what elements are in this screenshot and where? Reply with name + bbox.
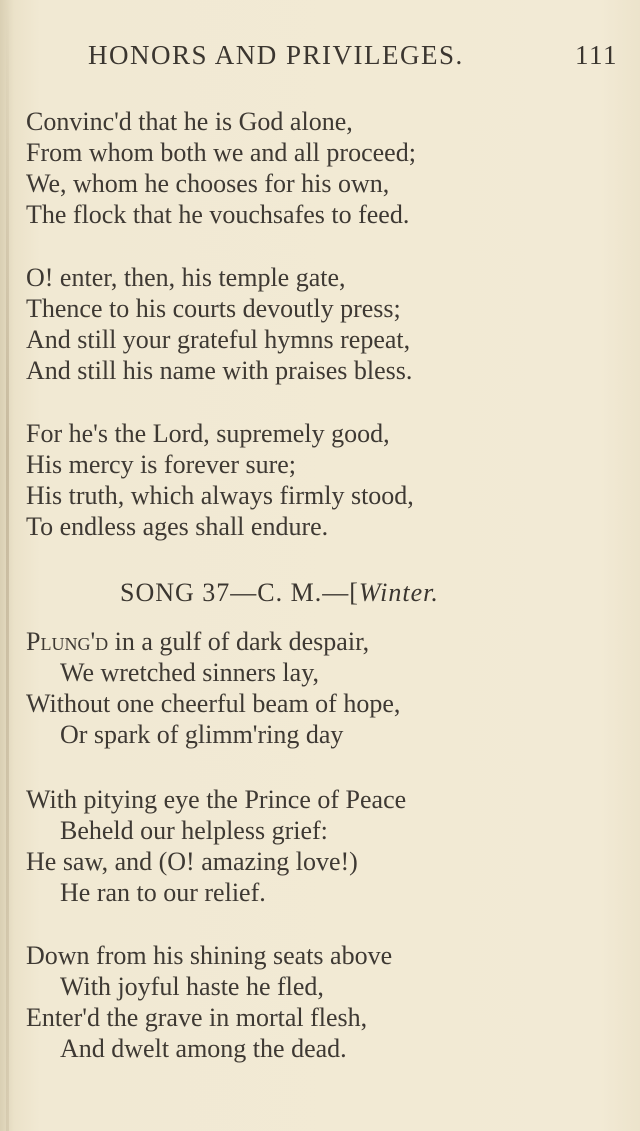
verse-line: Plung'd in a gulf of dark despair,	[26, 627, 370, 656]
header-title: HONORS AND PRIVILEGES.	[88, 40, 464, 70]
verse-line: Thence to his courts devoutly press;	[26, 294, 401, 323]
verse-line: Enter'd the grave in mortal flesh,	[26, 1003, 368, 1032]
stanza-1	[26, 106, 626, 230]
verse-line: With pitying eye the Prince of Peace	[26, 785, 407, 814]
verse-line: From whom both we and all proceed;	[26, 138, 416, 167]
verse-line: Beheld our helpless grief:	[60, 816, 328, 845]
verse-line: And still his name with praises bless.	[26, 356, 413, 385]
verse-line: For he's the Lord, supremely good,	[26, 419, 390, 448]
verse-line: To endless ages shall endure.	[26, 512, 329, 541]
verse-line: With joyful haste he fled,	[60, 972, 324, 1001]
initial-word: Plung'd	[26, 627, 109, 656]
tune-bracket: [	[349, 578, 359, 607]
verse-line: And dwelt among the dead.	[60, 1034, 347, 1063]
verse-line: And still your grateful hymns repeat,	[26, 325, 411, 354]
verse-line: Without one cheerful beam of hope,	[26, 689, 401, 718]
verse-line: Convinc'd that he is God alone,	[26, 107, 353, 136]
verse-line: He saw, and (O! amazing love!)	[26, 847, 358, 876]
song-stanza-3	[26, 940, 626, 1064]
song-number: SONG 37—C. M.—	[120, 578, 350, 607]
verse-line: Or spark of glimm'ring day	[60, 720, 344, 749]
page-number: 111	[575, 40, 618, 70]
verse-line: Down from his shining seats above	[26, 941, 393, 970]
verse-line: His mercy is forever sure;	[26, 450, 297, 479]
page-gutter	[6, 0, 9, 1131]
song-heading	[120, 578, 540, 608]
stanza-3	[26, 418, 626, 542]
verse-line: He ran to our relief.	[60, 878, 266, 907]
verse-line: The flock that he vouchsafes to feed.	[26, 200, 410, 229]
song-stanza-2	[26, 784, 626, 908]
running-header	[88, 40, 618, 71]
verse-line: O! enter, then, his temple gate,	[26, 263, 346, 292]
verse-line: His truth, which always firmly stood,	[26, 481, 414, 510]
verse-line: We wretched sinners lay,	[60, 658, 320, 687]
stanza-2	[26, 262, 626, 386]
verse-line: We, whom he chooses for his own,	[26, 169, 390, 198]
tune-name: Winter.	[358, 578, 439, 607]
song-stanza-1	[26, 626, 626, 750]
